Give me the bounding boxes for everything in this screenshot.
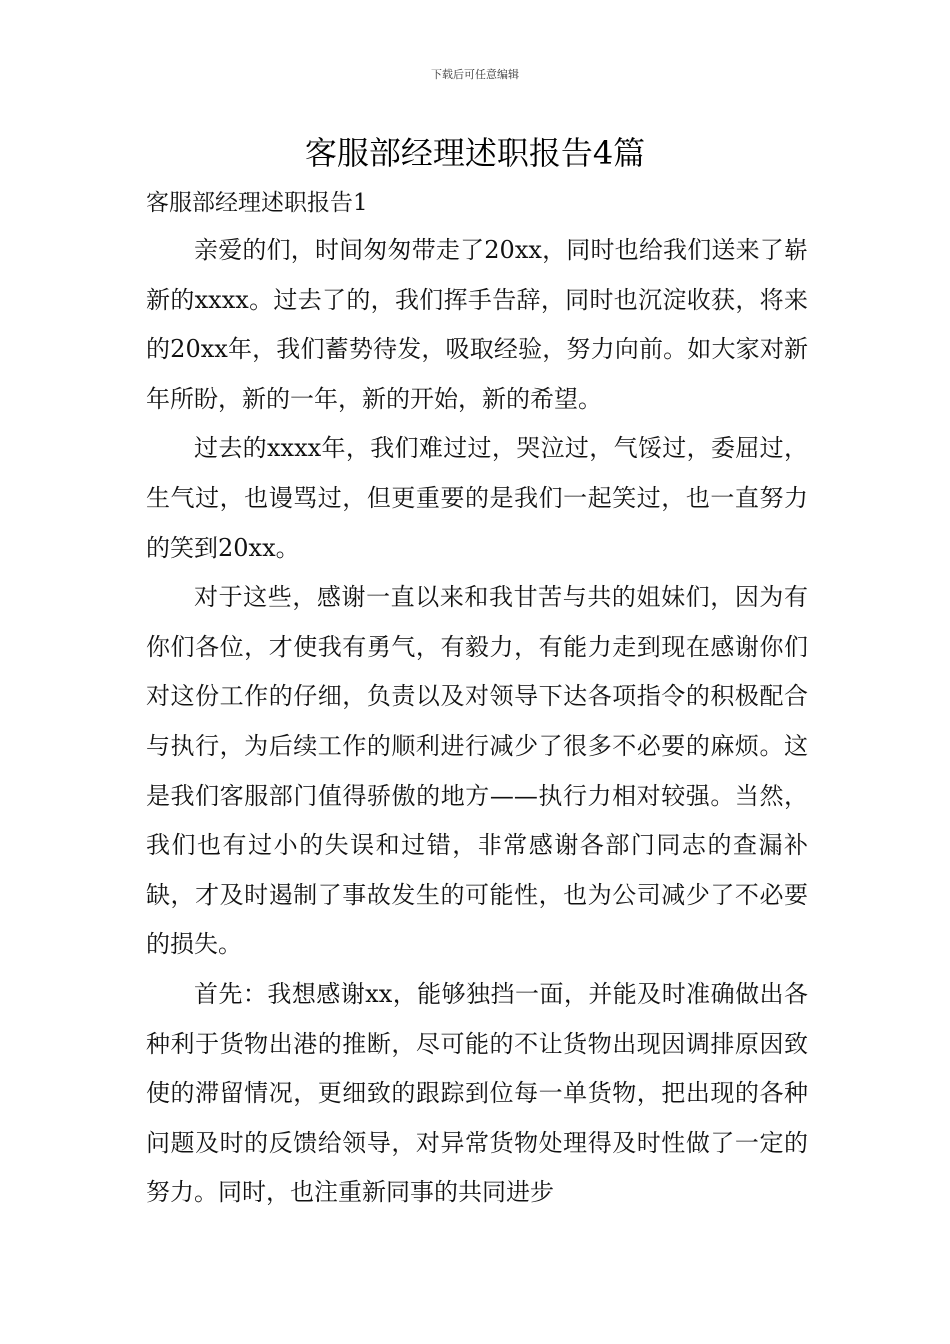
document-body — [146, 226, 808, 1218]
document-title: 客服部经理述职报告4篇 — [304, 134, 646, 172]
header-note: 下载后可任意编辑 — [431, 68, 519, 81]
paragraph: 首先：我想感谢xx，能够独挡一面，并能及时准确做出各种利于货物出港的推断，尽可能的不让货物出现因调排原因致使的滞留情况，更细致的跟踪到位每一单货物，把出现的各种问题及时的反馈给领导，对异常货物处理得及时性做了一定的努力。同时，也注重新同事的共同进步 — [146, 979, 808, 1207]
paragraph: 对于这些，感谢一直以来和我甘苦与共的姐妹们，因为有你们各位，才使我有勇气，有毅力，有能力走到现在感谢你们对这份工作的仔细，负责以及对领导下达各项指令的积极配合与执行，为后续工作的顺利进行减少了很多不必要的麻烦。这是我们客服部门值得骄傲的地方——执行力相对较强。当然，我们也有过小的失误和过错，非常感谢各部门同志的查漏补缺，才及时遏制了事故发生的可能性，也为公司减少了不必要的损失。 — [146, 583, 808, 959]
section-heading: 客服部经理述职报告1 — [146, 190, 368, 216]
paragraph: 过去的xxxx年，我们难过过，哭泣过，气馁过，委屈过，生气过，也谩骂过，但更重要的是我们一起笑过，也一直努力的笑到20xx。 — [146, 434, 808, 562]
paragraph: 亲爱的们，时间匆匆带走了20xx，同时也给我们送来了崭新的xxxx。过去了的，我们挥手告辞，同时也沉淀收获，将来的20xx年，我们蓄势待发，吸取经验，努力向前。如大家对新年所盼，新的一年，新的开始，新的希望。 — [146, 236, 808, 413]
